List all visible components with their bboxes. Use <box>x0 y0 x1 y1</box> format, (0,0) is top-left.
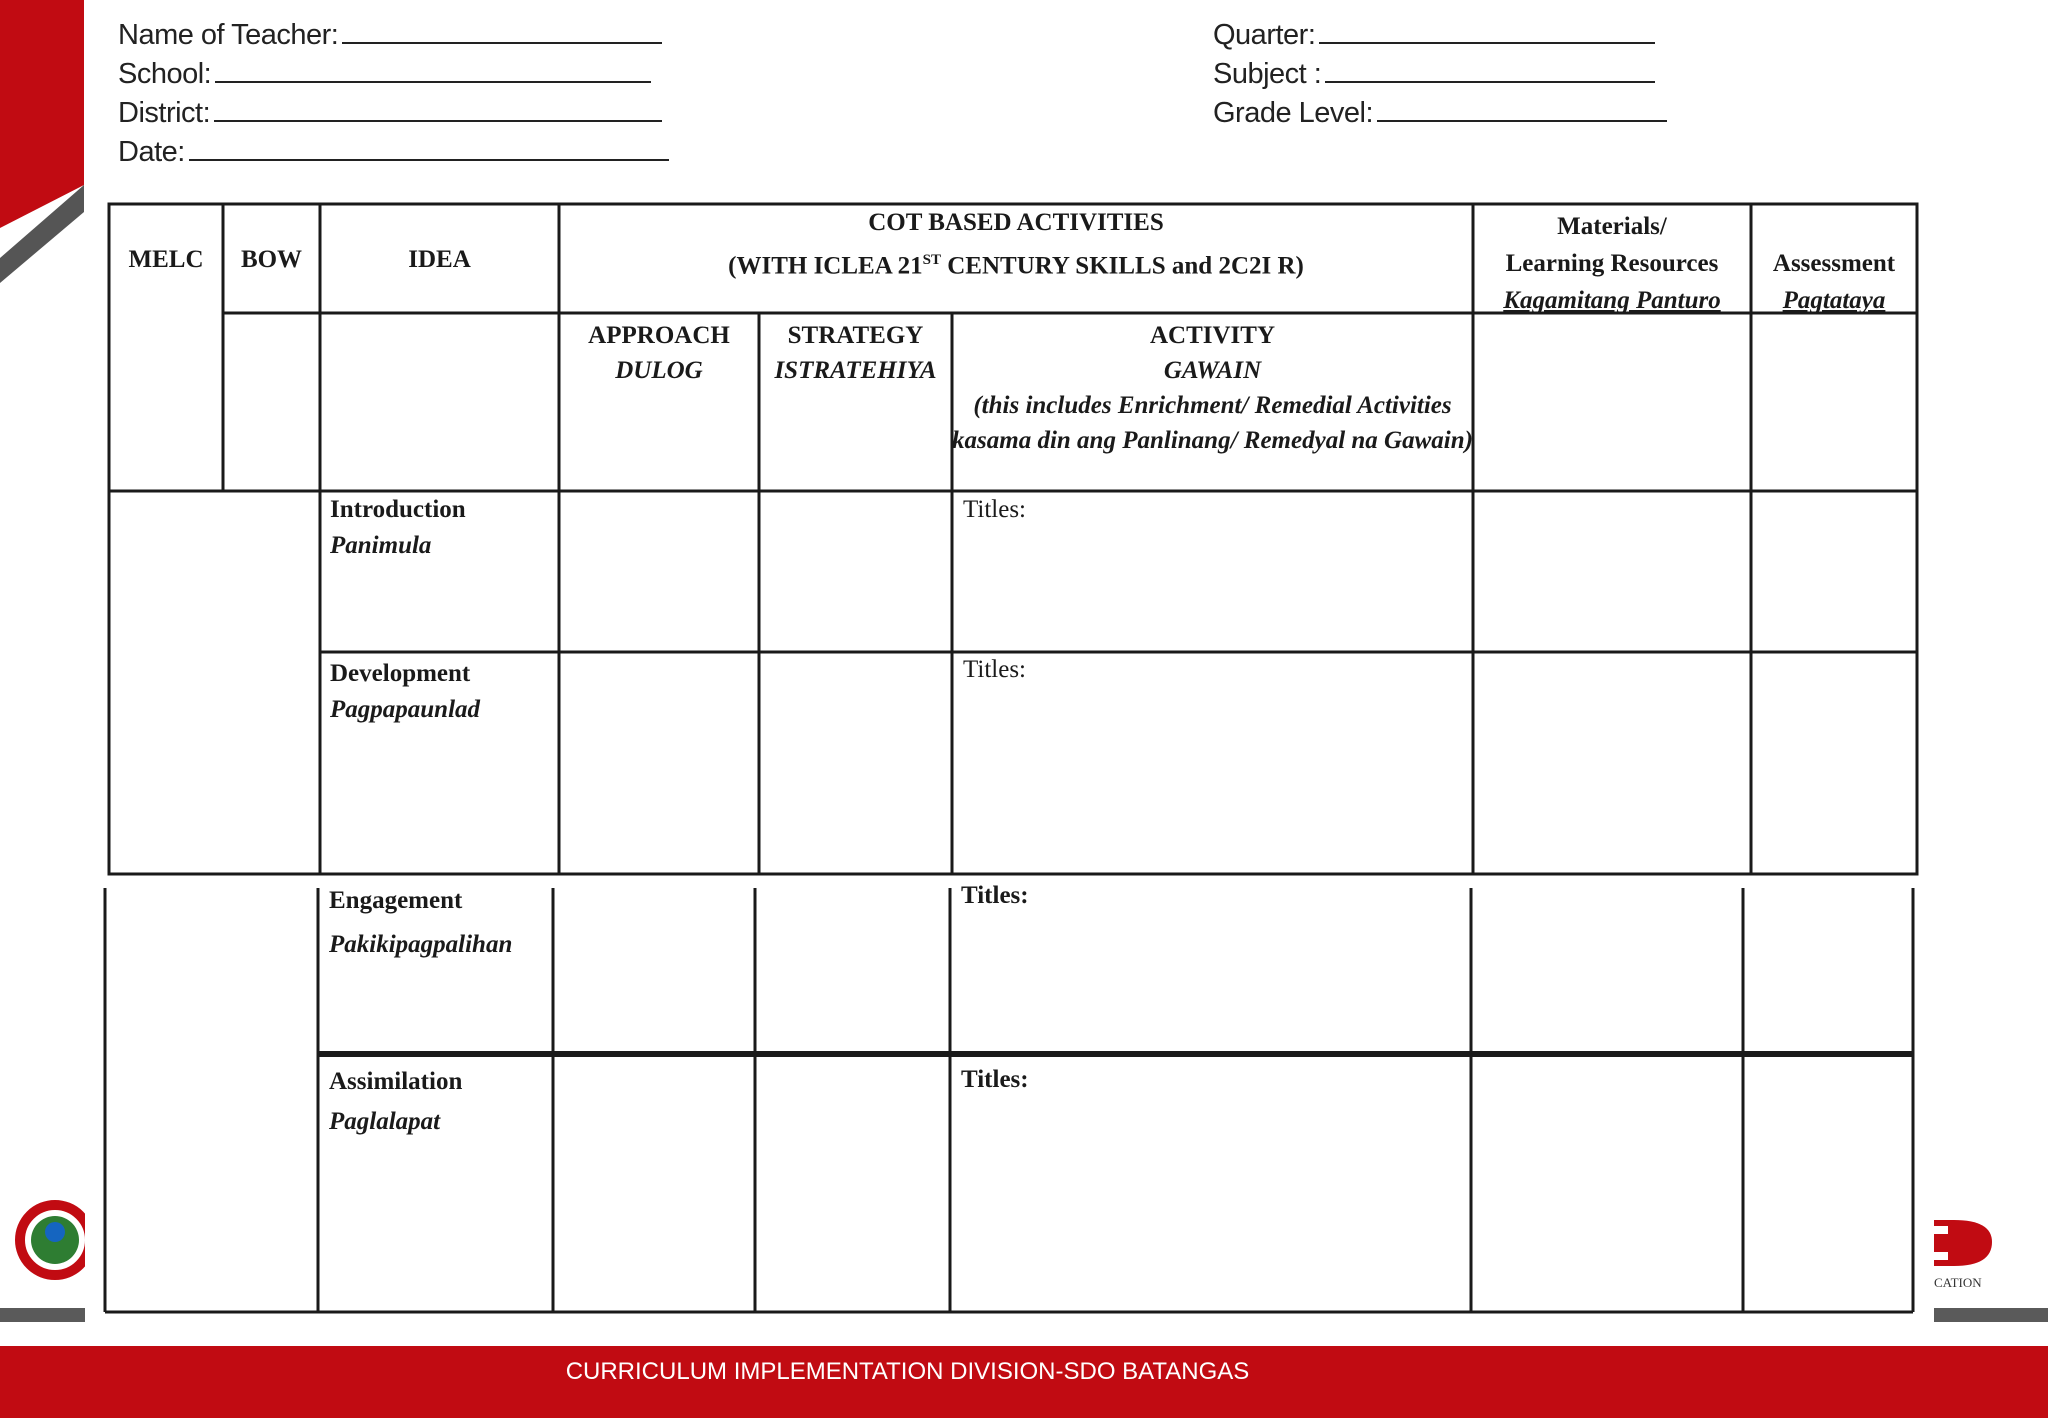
header-materials <box>1473 208 1751 319</box>
phase-label: Introduction <box>330 496 466 523</box>
strategy-tl-label: ISTRATEHIYA <box>774 357 937 384</box>
subject-label: Subject : <box>1213 58 1322 90</box>
header-assessment <box>1751 245 1917 319</box>
materials-line-1: Materials/ <box>1557 213 1667 240</box>
phase-label: Engagement <box>329 887 463 914</box>
assessment-line-2: Pagtataya <box>1782 287 1886 314</box>
subheader-approach <box>559 318 759 388</box>
row-introduction-phase <box>330 492 466 564</box>
approach-label: APPROACH <box>588 322 730 349</box>
school-label: School: <box>118 58 212 90</box>
row-development-phase <box>330 656 480 728</box>
teacher-label: Name of Teacher: <box>118 19 339 51</box>
district-label: District: <box>118 97 211 129</box>
row-engagement-phase <box>329 879 512 967</box>
footer-text: CURRICULUM IMPLEMENTATION DIVISION-SDO BATANGAS <box>565 1358 1250 1385</box>
header-cot-subtitle <box>559 245 1473 281</box>
activity-note-2: kasama din ang Panlinang/ Remedyal na Gawain) <box>952 427 1473 454</box>
header-bow: BOW <box>240 246 303 273</box>
assessment-line-1: Assessment <box>1772 250 1896 277</box>
phase-tl-label: Pagpapaunlad <box>330 696 481 723</box>
subheader-strategy <box>759 318 952 388</box>
row-development-titles: Titles: <box>963 656 1027 683</box>
activity-note-1: (this includes Enrichment/ Remedial Activities <box>973 392 1452 419</box>
quarter-label: Quarter: <box>1213 19 1316 51</box>
phase-tl-label: Pakikipagpalihan <box>329 931 513 958</box>
phase-tl-label: Panimula <box>330 532 432 559</box>
header-cot-title: COT BASED ACTIVITIES <box>868 209 1164 236</box>
phase-label: Development <box>330 660 471 687</box>
row-introduction-titles: Titles: <box>963 496 1027 523</box>
header-idea: IDEA <box>408 246 471 273</box>
grade-level-label: Grade Level: <box>1213 97 1374 129</box>
cot-subtitle-post: CENTURY SKILLS and 2C2I R) <box>940 252 1304 280</box>
row-engagement-titles: Titles: <box>961 882 1029 909</box>
activity-label: ACTIVITY <box>1149 322 1276 349</box>
strategy-label: STRATEGY <box>787 322 924 349</box>
header-melc: MELC <box>128 246 204 273</box>
row-assimilation-phase <box>329 1062 462 1142</box>
logo-caption: CATION <box>1934 1275 1982 1290</box>
activity-tl-label: GAWAIN <box>1163 357 1262 384</box>
materials-line-2: Learning Resources <box>1505 250 1719 277</box>
cot-subtitle-pre: (WITH ICLEA 21 <box>728 252 923 280</box>
date-label: Date: <box>118 136 185 168</box>
subheader-activity <box>952 318 1473 458</box>
phase-label: Assimilation <box>329 1068 463 1095</box>
row-assimilation-titles: Titles: <box>961 1066 1029 1093</box>
materials-line-3: Kagamitang Panturo <box>1503 287 1721 314</box>
phase-tl-label: Paglalapat <box>329 1108 441 1135</box>
cot-subtitle-sup: ST <box>922 252 941 268</box>
approach-tl-label: DULOG <box>615 357 703 384</box>
